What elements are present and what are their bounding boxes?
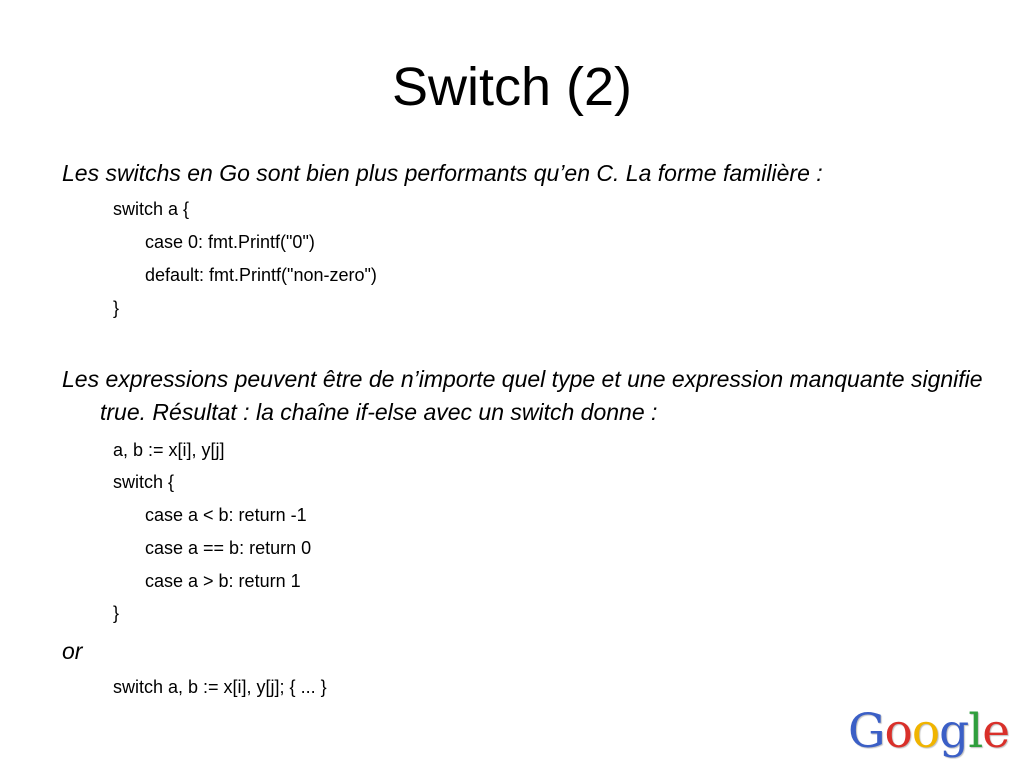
code-line: case a < b: return -1 bbox=[145, 505, 307, 525]
logo-letter: G bbox=[848, 704, 885, 759]
code-line: case 0: fmt.Printf("0") bbox=[145, 232, 315, 252]
code-line: default: fmt.Printf("non-zero") bbox=[145, 265, 377, 285]
code-line: a, b := x[i], y[j] bbox=[113, 440, 225, 460]
code-line: switch { bbox=[113, 472, 175, 492]
intro-paragraph: Les switchs en Go sont bien plus performants qu’en C. La forme familière : bbox=[62, 160, 823, 186]
logo-letter: l bbox=[968, 704, 983, 759]
slide-title: Switch (2) bbox=[391, 57, 633, 117]
expressions-paragraph: Les expressions peuvent être de n’importe quel type et une expression manquante signifie true. Résultat : la chaîne if-else avec un switch donne : bbox=[62, 366, 983, 425]
logo-letter: e bbox=[982, 704, 1010, 759]
code-line: switch a, b := x[i], y[j]; { ... } bbox=[113, 677, 327, 697]
google-logo bbox=[848, 702, 1009, 762]
logo-letter: o bbox=[884, 704, 912, 759]
logo-letter: g bbox=[939, 704, 969, 759]
or-label: or bbox=[62, 638, 83, 664]
code-line: case a == b: return 0 bbox=[145, 538, 312, 558]
code-line: } bbox=[113, 603, 120, 623]
code-line: switch a { bbox=[113, 199, 190, 219]
logo-letter: o bbox=[911, 704, 940, 759]
code-line: } bbox=[113, 298, 120, 318]
code-line: case a > b: return 1 bbox=[145, 571, 301, 591]
